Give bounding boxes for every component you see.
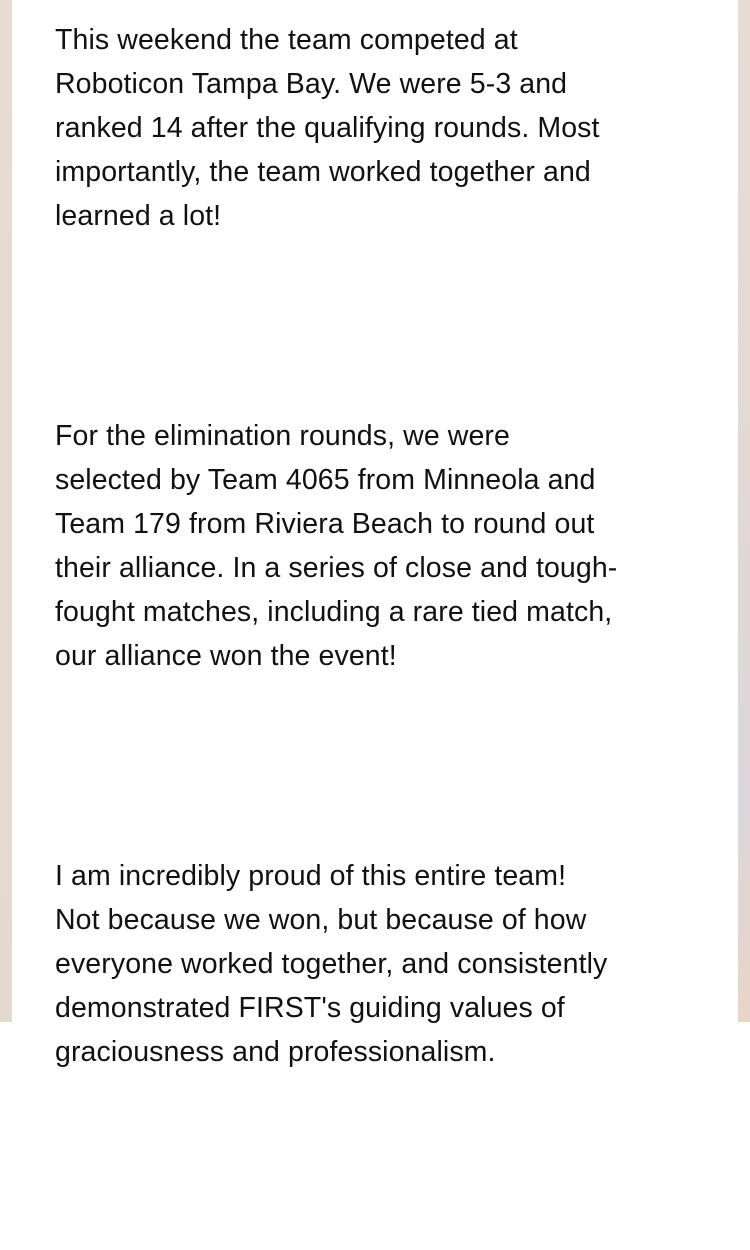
- paragraph-3: [55, 854, 735, 1074]
- text-line: graciousness and professionalism.: [55, 1036, 496, 1068]
- paragraph-2: [55, 414, 735, 678]
- text-line: I am incredibly proud of this entire team!: [55, 860, 567, 892]
- text-line: importantly, the team worked together and: [55, 156, 591, 188]
- text-line: Team 179 from Riviera Beach to round out: [55, 508, 595, 540]
- text-line: demonstrated FIRST's guiding values of: [55, 992, 565, 1024]
- left-background-edge: [0, 0, 12, 1022]
- text-line: fought matches, including a rare tied match,: [55, 596, 613, 628]
- message-body: [55, 18, 735, 1250]
- text-line: their alliance. In a series of close and tough-: [55, 552, 618, 584]
- text-line: For the elimination rounds, we were: [55, 420, 510, 452]
- paragraph-1: [55, 18, 735, 238]
- text-line: everyone worked together, and consistently: [55, 948, 608, 980]
- text-line: Roboticon Tampa Bay. We were 5-3 and: [55, 68, 568, 100]
- text-line: selected by Team 4065 from Minneola and: [55, 464, 596, 496]
- text-line: Not because we won, but because of how: [55, 904, 587, 936]
- text-line: ranked 14 after the qualifying rounds. Most: [55, 112, 600, 144]
- text-line: our alliance won the event!: [55, 640, 397, 672]
- text-line: learned a lot!: [55, 200, 222, 232]
- right-background-edge: [738, 0, 750, 1022]
- text-line: This weekend the team competed at: [55, 24, 518, 56]
